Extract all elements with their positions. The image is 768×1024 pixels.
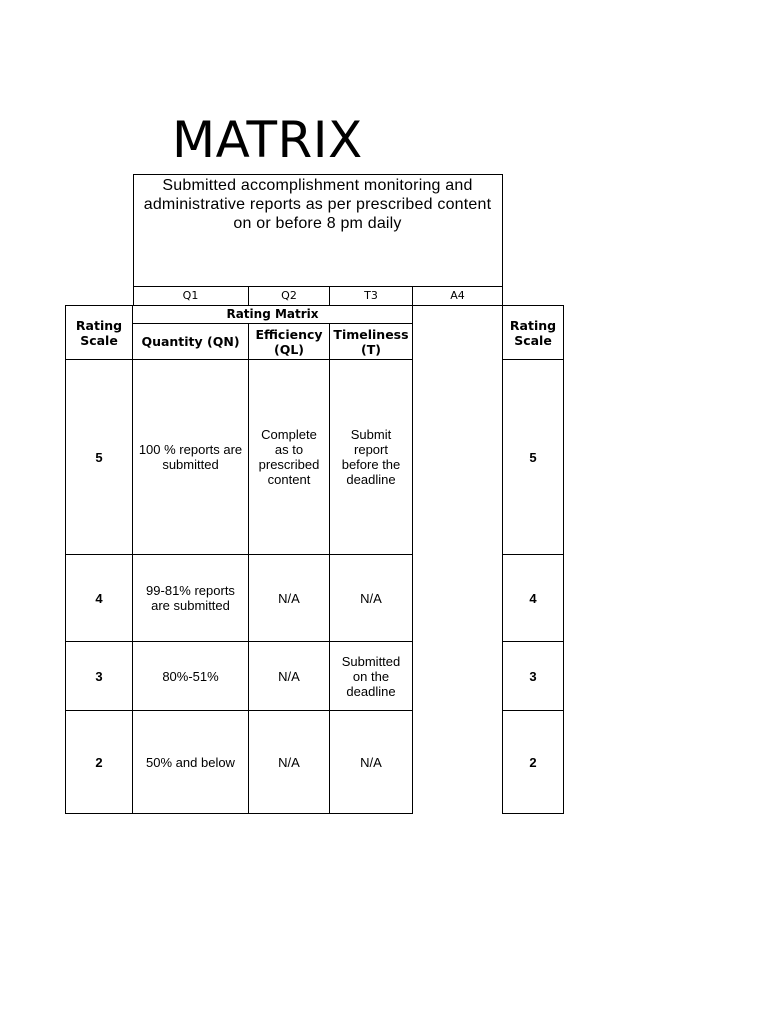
row-3-timeliness: Submitted on the deadline [341, 653, 401, 699]
quantity-header: Quantity (QN) [141, 334, 240, 349]
rating-3-left: 3 [95, 668, 103, 684]
row-2-quantity: 50% and below [146, 755, 235, 770]
page-title: MATRIX [172, 111, 363, 169]
row-5-quantity: 100 % reports are submitted [138, 442, 243, 472]
rating-scale-header-right: Rating Scale [509, 317, 557, 348]
quarter-q2: Q2 [281, 289, 297, 302]
rating-3-right: 3 [529, 668, 537, 684]
row-2-timeliness: N/A [360, 755, 382, 770]
rating-5-right: 5 [529, 449, 537, 465]
row-4-efficiency: N/A [278, 590, 300, 606]
rating-matrix-label: Rating Matrix [226, 307, 319, 321]
quarter-q1: Q1 [182, 289, 199, 302]
rating-2-left: 2 [95, 755, 103, 770]
rating-scale-header-left: Rating Scale [75, 317, 123, 348]
rating-2-right: 2 [529, 755, 537, 770]
quarter-a4: A4 [450, 289, 465, 302]
row-2-efficiency: N/A [278, 755, 300, 770]
rating-5-left: 5 [95, 449, 103, 465]
row-4-quantity: 99-81% reports are submitted [146, 583, 235, 613]
quarter-t3: T3 [364, 289, 378, 302]
rating-4-right: 4 [529, 590, 537, 606]
rating-4-left: 4 [95, 590, 103, 606]
row-5-timeliness: Submit report before the deadline [341, 427, 401, 487]
row-3-quantity: 80%-51% [162, 668, 219, 684]
efficiency-header: Efficiency (QL) [255, 326, 323, 357]
row-3-efficiency: N/A [278, 668, 300, 684]
timeliness-header: Timeliness (T) [333, 326, 409, 357]
row-4-timeliness: N/A [360, 590, 382, 606]
objective-text: Submitted accomplishment monitoring and administrative reports as per prescribed content on or before 8 pm daily [143, 177, 492, 232]
row-5-efficiency: Complete as to prescribed content [258, 427, 320, 487]
